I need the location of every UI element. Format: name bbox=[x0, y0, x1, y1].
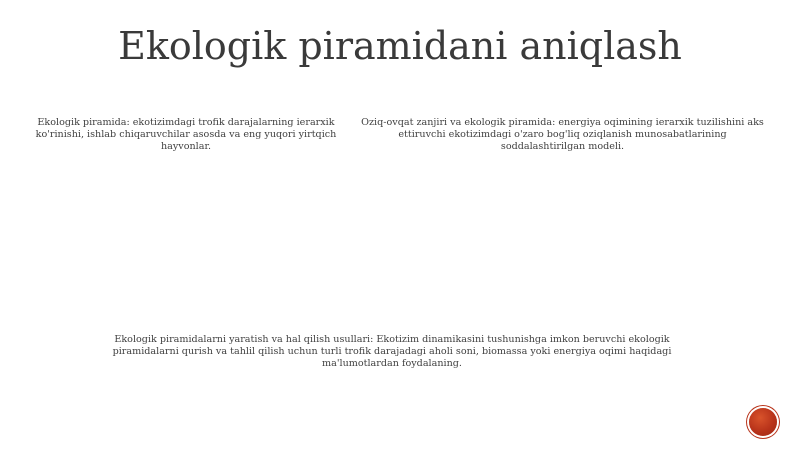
slide-title: Ekologik piramidani aniqlash bbox=[118, 24, 682, 68]
definition-text: Ekologik piramida: ekotizimdagi trofik darajalarning ierarxik ko'rinishi, ishlab chiqaruvchilar asosda va eng yuqori yirtqich hayvonlar. bbox=[35, 117, 337, 152]
food-chain-text: Oziq-ovqat zanjiri va ekologik piramida: energiya oqimining ierarxik tuzilishini aks ettiruvchi ekotizimdagi o'zaro bog'liq oziqlanish munosabatlarining soddalashtirilgan modeli. bbox=[361, 117, 764, 152]
methods-text: Ekologik piramidalarni yaratish va hal qilish usullari: Ekotizim dinamikasini tushunishga imkon beruvchi ekologik piramidalarni qurish va tahlil qilish uchun turli trofik darajadagi aholi soni, biomassa yoki energiya oqimi haqidagi ma'lumotlardan foydalaning. bbox=[112, 334, 672, 369]
next-slide-button[interactable] bbox=[749, 408, 777, 436]
